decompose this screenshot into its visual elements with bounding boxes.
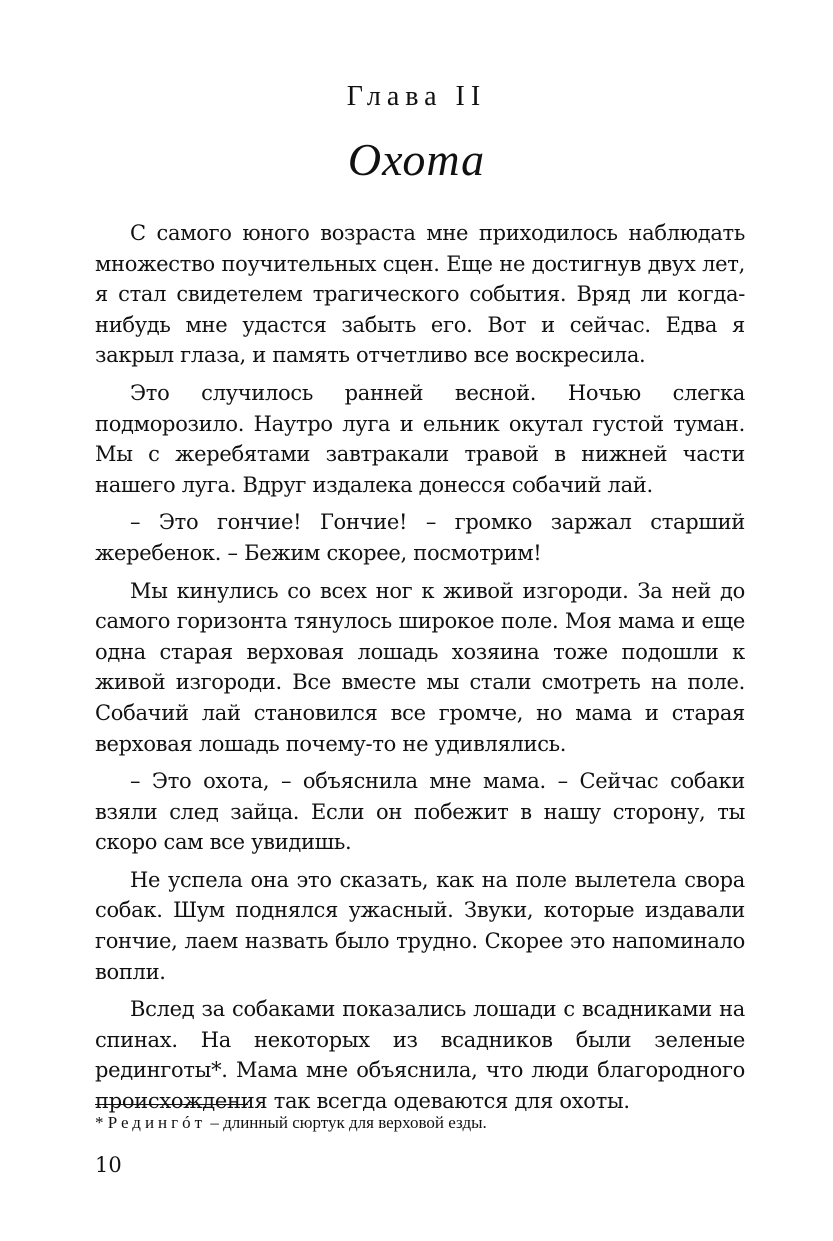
paragraph: – Это гончие! Гончие! – громко заржал старший жеребенок. – Бежим скорее, посмотрим! <box>95 510 745 565</box>
page-number: 10 <box>95 1153 122 1177</box>
footnote-marker: * <box>95 1113 104 1132</box>
chapter-title: Охота <box>347 134 486 185</box>
footnote-definition: – длинный сюртук для верховой езды. <box>206 1113 487 1132</box>
paragraph: Не успела она это сказать, как на поле вылетела свора собак. Шум поднялся ужасный. Звуки, которые издавали гончие, лаем назвать было трудно. Скорее это напоминало вопли. <box>95 867 745 984</box>
paragraph: Это случилось ранней весной. Ночью слегка подморозило. Наутро луга и ельник окутал густой туман. Мы с жеребятами завтракали травой в нижней части нашего луга. Вдруг издалека донесся собачий лай. <box>95 380 745 497</box>
paragraph: С самого юного возраста мне приходилось наблюдать множество поучительных сцен. Еще не достигнув двух лет, я стал свидетелем трагического события. Вряд ли когда-нибудь мне удастся забыть его. Вот и сейчас. Едва я закрыл глаза, и память отчетливо все воскресила. <box>95 221 745 368</box>
paragraph: Вслед за собаками показались лошади с всадниками на спинах. На некоторых из всадников были зеленые рединготы*. Мама мне объяснила, что люди благородного происхождения так всегда одеваются для охоты. <box>95 997 745 1114</box>
footnote-divider <box>95 1104 248 1105</box>
footnote-term: Редингóт <box>107 1113 207 1132</box>
footnote <box>95 1112 745 1134</box>
chapter-label: Глава II <box>346 81 487 112</box>
paragraph: – Это охота, – объяснила мне мама. – Сейчас собаки взяли след зайца. Если он побежит в нашу сторону, ты скоро сам все увидишь. <box>95 769 745 855</box>
body-text <box>95 218 745 1117</box>
paragraph: Мы кинулись со всех ног к живой изгороди. За ней до самого горизонта тянулось широкое поле. Моя мама и еще одна старая верховая лошадь хозяина тоже подошли к живой изгороди. Все вместе мы стали смотреть на поле. Собачий лай становился все громче, но мама и старая верховая лошадь почему-то не удивлялись. <box>95 578 745 756</box>
